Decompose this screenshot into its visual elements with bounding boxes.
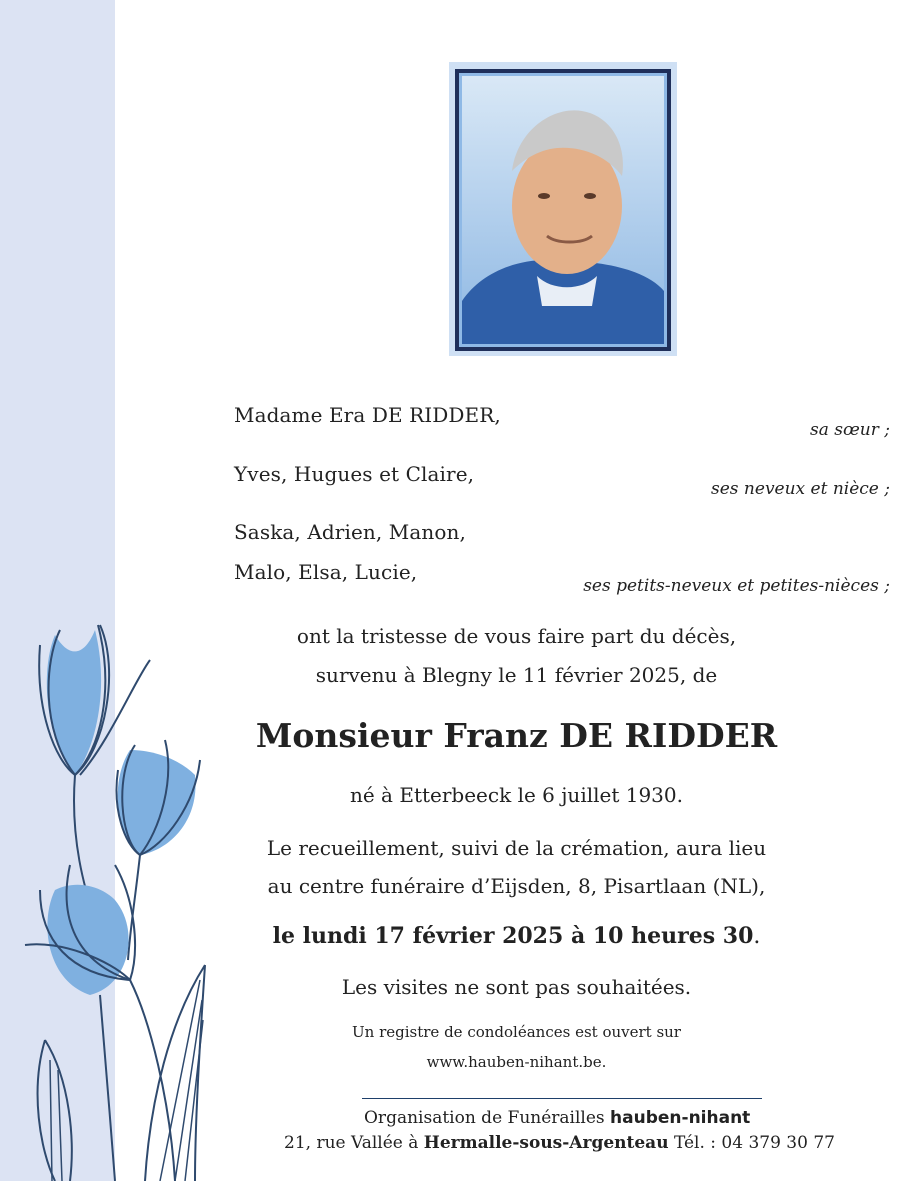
announcement-line-1: ont la tristesse de vous faire part du décès, bbox=[296, 624, 737, 648]
brand-logo: hauben-nihant bbox=[610, 1108, 751, 1128]
ceremony-line-2: au centre funéraire d’Eijsden, 8, Pisartlaan (NL), bbox=[267, 874, 766, 898]
ceremony-line-1: Le recueillement, suivi de la crémation, aura lieu bbox=[266, 836, 767, 860]
footer-phone: Tél. : 04 379 30 77 bbox=[673, 1133, 835, 1153]
deceased-name: Monsieur Franz DE RIDDER bbox=[255, 716, 778, 755]
family-line-grandnephews-1: Saska, Adrien, Manon, bbox=[234, 520, 466, 544]
ceremony-date bbox=[115, 923, 918, 949]
birth-info: né à Etterbeeck le 6 juillet 1930. bbox=[349, 783, 683, 807]
portrait-photo bbox=[462, 76, 664, 344]
footer-organisation bbox=[364, 1108, 750, 1128]
family-line-nephews: Yves, Hugues et Claire, bbox=[234, 462, 475, 486]
footer-org-prefix: Organisation de Funérailles bbox=[364, 1108, 605, 1128]
announcement-line-2: survenu à Blegny le 11 février 2025, de bbox=[315, 663, 718, 687]
relation-grandnephews: ses petits-neveux et petites-nièces ; bbox=[583, 576, 890, 596]
portrait-frame bbox=[449, 62, 677, 356]
visits-note: Les visites ne sont pas souhaitées. bbox=[341, 975, 692, 999]
ceremony-date-text: le lundi 17 février 2025 à 10 heures 30 bbox=[272, 923, 754, 949]
footer-town: Hermalle-sous-Argenteau bbox=[423, 1133, 669, 1153]
family-line-sister: Madame Era DE RIDDER, bbox=[234, 403, 501, 427]
family-line-grandnephews-2: Malo, Elsa, Lucie, bbox=[234, 560, 418, 584]
registry-link[interactable]: www.hauben-nihant.be. bbox=[426, 1053, 607, 1071]
footer-address-prefix: 21, rue Vallée à bbox=[284, 1133, 419, 1153]
ceremony-date-period: . bbox=[753, 924, 761, 949]
footer-address bbox=[284, 1133, 835, 1153]
portrait-border bbox=[455, 69, 671, 351]
registry-line-1: Un registre de condoléances est ouvert sur bbox=[352, 1023, 681, 1041]
relation-nephews: ses neveux et nièce ; bbox=[711, 479, 890, 499]
footer-divider bbox=[362, 1098, 762, 1099]
relation-sister: sa sœur ; bbox=[809, 420, 890, 440]
